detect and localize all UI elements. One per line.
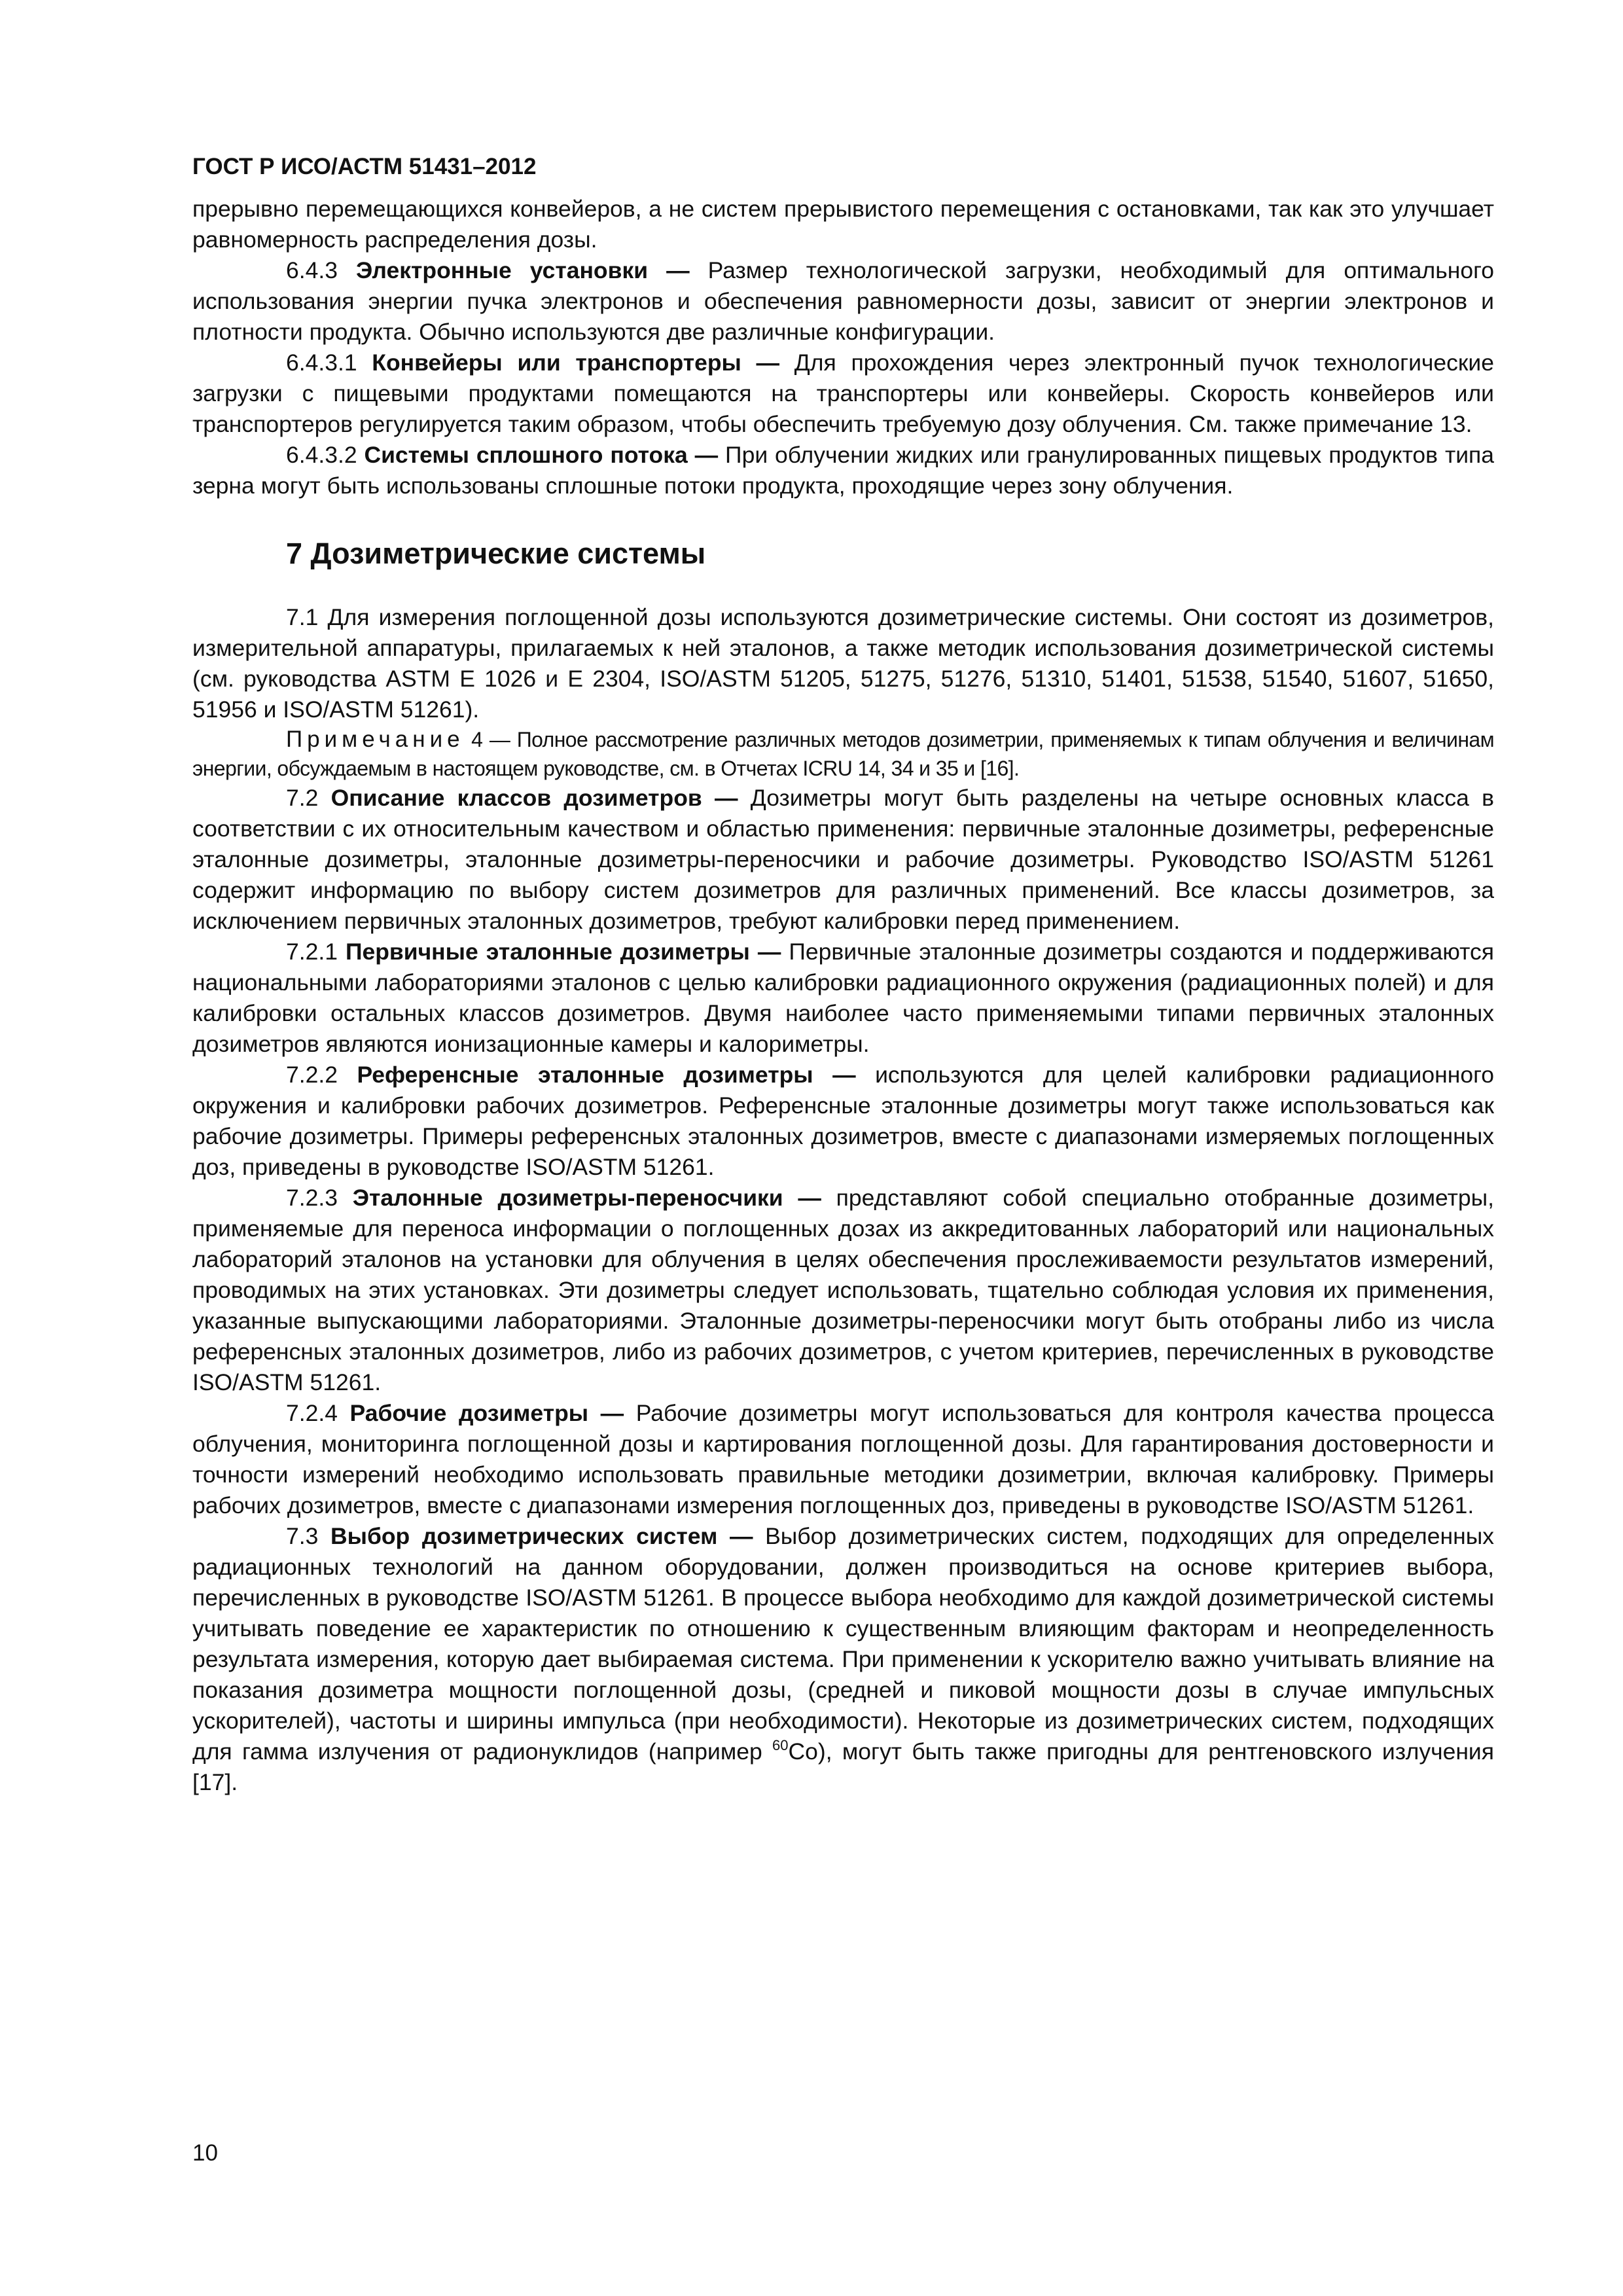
paragraph-7-1	[192, 602, 1494, 725]
clause-title: Описание классов дозиметров —	[330, 785, 738, 811]
clause-title: Эталонные дозиметры-переносчики —	[352, 1185, 821, 1211]
paragraph-6-4-3	[192, 255, 1494, 348]
paragraph-6-4-3-2	[192, 440, 1494, 501]
paragraph-text: 7.1 Для измерения поглощенной дозы используются дозиметрические системы. Они состоят из дозиметров, измерительной аппаратуры, прилагаемых к ней эталонов, а также методик использования дозиметрической системы (см. руководства ASTM E 1026 и E 2304, ISO/ASTM 51205, 51275, 51276, 51310, 51401, 51538, 51540, 51607, 51650, 51956 и ISO/ASTM 51261).	[192, 604, 1494, 723]
paragraph-7-2-3	[192, 1183, 1494, 1398]
clause-number: 6.4.3	[286, 257, 357, 283]
note-label: Примечание	[286, 726, 465, 752]
clause-title: Конвейеры или транспортеры —	[372, 350, 780, 376]
clause-title: Электронные установки —	[356, 257, 690, 283]
note-text: 4 — Полное рассмотрение различных методов дозиметрии, применяемых к типам облучения и величинам энергии, обсуждаемым в настоящем руководстве, см. в Отчетах ICRU 14, 34 и 35 и [16].	[192, 728, 1494, 780]
paragraph-6-4-3-1	[192, 348, 1494, 440]
clause-title: Системы сплошного потока —	[364, 442, 719, 468]
paragraph-7-2-4	[192, 1398, 1494, 1521]
clause-number: 6.4.3.1	[286, 350, 372, 376]
paragraph-text: представляют собой специально отобранные дозиметры, применяемые для переноса информации о поглощенных дозах из аккредитованных лабораторий или национальных лабораторий эталонов на установки для облучения в целях обеспечения прослеживаемости результатов измерений, проводимых на этих установках. Эти дозиметры следует использовать, тщательно соблюдая условия их применения, указанные выпускающими лабораториями. Эталонные дозиметры-переносчики могут быть отобраны либо из числа референсных эталонных дозиметров, либо из рабочих дозиметров, с учетом критериев, перечисленных в руководстве ISO/ASTM 51261.	[192, 1185, 1494, 1395]
paragraph-text: Рабочие дозиметры могут использоваться для контроля качества процесса облучения, мониторинга поглощенной дозы и картирования поглощенной дозы. Для гарантирования достоверности и точности измерений необходимо использовать правильные методики дозиметрии, включая калибровку. Примеры рабочих дозиметров, вместе с диапазонами измерения поглощенных доз, приведены в руководстве ISO/ASTM 51261.	[192, 1400, 1495, 1518]
paragraph-text: Выбор дозиметрических систем, подходящих для определенных радиационных технологий на данном оборудовании, должен производиться на основе критериев выбора, перечисленных в руководстве ISO/ASTM 51261. В процессе выбора необходимо для каждой дозиметрической системы учитывать поведение ее характеристик по отношению к существенным влияющим факторам и неопределенность результата измерения, которую дает выбираемая система. При применении к ускорителю важно учитывать влияние на показания дозиметра мощности поглощенной дозы, (средней и пиковой мощности дозы в случае импульсных ускорителей), частоты и ширины импульса (при необходимости). Некоторые из дозиметрических систем, подходящих для гамма излучения от радионуклидов (например	[192, 1523, 1494, 1765]
document-page	[192, 152, 1494, 1798]
paragraph-7-3	[192, 1521, 1494, 1798]
clause-title: Выбор дозиметрических систем —	[330, 1523, 753, 1549]
clause-number: 7.2	[286, 785, 331, 811]
clause-title: Первичные эталонные дозиметры —	[345, 939, 781, 965]
clause-title: Референсные эталонные дозиметры —	[357, 1062, 856, 1088]
paragraph-text: Для прохождения через электронный пучок технологические загрузки с пищевыми продуктами помещаются на транспортеры или конвейеры. Скорость конвейеров или транспортеров регулируется таким образом, чтобы обеспечить требуемую дозу облучения. См. также примечание 13.	[192, 350, 1494, 437]
paragraph-text: Дозиметры могут быть разделены на четыре основных класса в соответствии с их относительным качеством и областью применения: первичные эталонные дозиметры, референсные эталонные дозиметры, эталонные дозиметры-переносчики и рабочие дозиметры. Руководство ISO/ASTM 51261 содержит информацию по выбору систем дозиметров для различных применений. Все классы дозиметров, за исключением первичных эталонных дозиметров, требуют калибровки перед применением.	[192, 785, 1494, 934]
clause-title: Рабочие дозиметры —	[349, 1400, 624, 1426]
paragraph-7-2-1	[192, 937, 1494, 1060]
clause-number: 7.2.2	[286, 1062, 357, 1088]
paragraph-7-2	[192, 783, 1494, 937]
paragraph-text: Первичные эталонные дозиметры создаются и поддерживаются национальными лабораториями эталонов с целью калибровки радиационного окружения (радиационных полей) и для калибровки остальных классов дозиметров. Двумя наиболее часто применяемыми типами первичных эталонных дозиметров являются ионизационные камеры и калориметры.	[192, 939, 1494, 1057]
running-header: ГОСТ Р ИСО/АСТМ 51431–2012	[192, 154, 537, 179]
clause-number: 7.2.1	[286, 939, 346, 965]
isotope-superscript: 60	[772, 1737, 789, 1753]
clause-number: 7.3	[286, 1523, 330, 1549]
note-4	[192, 725, 1494, 783]
page-number: 10	[192, 2140, 218, 2166]
clause-number: 7.2.3	[286, 1185, 353, 1211]
paragraph-text: прерывно перемещающихся конвейеров, а не систем прерывистого перемещения с остановками, так как это улучшает равномерность распределения дозы.	[192, 196, 1494, 253]
paragraph-7-2-2	[192, 1060, 1494, 1183]
paragraph-text-continued: Co), могут быть также пригодны для рентгеновского излучения [17].	[192, 1738, 1494, 1795]
paragraph-continuation	[192, 194, 1494, 255]
section-heading: 7 Дозиметрические системы	[286, 537, 706, 570]
clause-number: 7.2.4	[286, 1400, 350, 1426]
paragraph-text: Размер технологической загрузки, необходимый для оптимального использования энергии пучка электронов и обеспечения равномерности дозы, зависит от энергии электронов и плотности продукта. Обычно используются две различные конфигурации.	[192, 257, 1494, 345]
clause-number: 6.4.3.2	[286, 442, 365, 468]
paragraph-text: При облучении жидких или гранулированных пищевых продуктов типа зерна могут быть использованы сплошные потоки продукта, проходящие через зону облучения.	[192, 442, 1494, 499]
paragraph-text: используются для целей калибровки радиационного окружения и калибровки рабочих дозиметров. Референсные эталонные дозиметры могут также использоваться как рабочие дозиметры. Примеры референсных эталонных дозиметров, вместе с диапазонами измеряемых поглощенных доз, приведены в руководстве ISO/ASTM 51261.	[192, 1062, 1494, 1180]
